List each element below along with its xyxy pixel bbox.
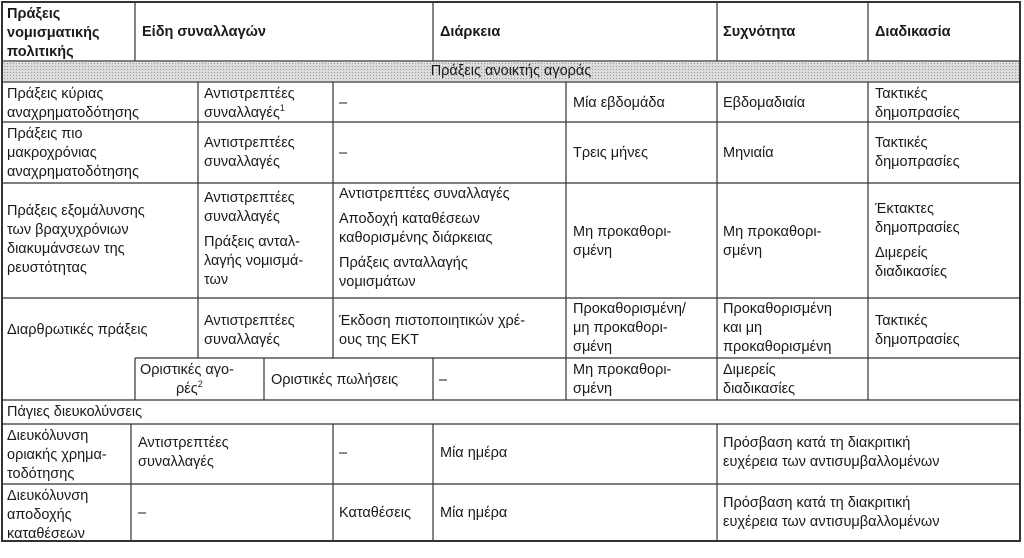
header-procedure: Διαδικασία: [875, 24, 951, 40]
row-mro-duration: Μία εβδομάδα: [573, 95, 665, 111]
row-ltro-provide-l1: Αντιστρεπτέες: [204, 135, 295, 151]
row-structural-absorb: [339, 312, 525, 350]
row-finetuning-duration-l1: Μη προκαθορι-: [573, 224, 672, 240]
row-finetuning-provide-a-l1: Αντιστρεπτέες: [204, 190, 295, 206]
row-finetuning-frequency-l2: σμένη: [723, 243, 763, 259]
row-finetuning-procedure: [875, 200, 960, 282]
row-marginal-access-l1: Πρόσβαση κατά τη διακριτική: [723, 435, 911, 451]
row-deposit-provide: –: [138, 505, 147, 521]
row-mro-procedure-l2: δημοπρασίες: [875, 105, 960, 121]
row-mro-provide: [204, 85, 295, 123]
row-structural-frequency-l1: Προκαθορισμένη: [723, 301, 832, 317]
row-marginal-provide: [138, 434, 229, 472]
row-structural-provide: [204, 312, 295, 350]
row-ltro-procedure-l1: Τακτικές: [875, 135, 928, 151]
row-marginal-name-l2: οριακής χρημα-: [7, 447, 107, 463]
header-policy-l3: πολιτικής: [7, 44, 74, 60]
row-outright-provide-l2-wrap: [140, 380, 234, 399]
row-outright-duration-l2: σμένη: [573, 381, 613, 397]
row-ltro-provide-l2: συναλλαγές: [204, 154, 280, 170]
row-finetuning-absorb-c-l1: Πράξεις ανταλλαγής: [339, 255, 468, 271]
row-structural-duration-l2: μη προκαθορι-: [573, 320, 668, 336]
row-deposit-access-l2: ευχέρεια των αντισυμβαλλομένων: [723, 514, 940, 530]
row-structural-absorb-l2: ους της ΕΚΤ: [339, 332, 420, 348]
row-deposit-name-l3: καταθέσεων: [7, 526, 85, 542]
row-outright-provide: [140, 361, 234, 399]
row-mro-provide-l2-wrap: [204, 104, 295, 123]
row-finetuning-name-l3: διακυμάνσεων της: [7, 241, 125, 257]
row-mro-name-l1: Πράξεις κύριας: [7, 86, 104, 102]
row-finetuning-procedure-b-l1: Διμερείς: [875, 245, 928, 261]
row-mro-provide-l2: συναλλαγές: [204, 105, 280, 121]
row-mro-procedure: [875, 85, 960, 123]
row-structural-frequency-l2: και μη: [723, 320, 763, 336]
row-finetuning-procedure-a-l1: Έκτακτες: [875, 201, 934, 217]
row-ltro-name-l1: Πράξεις πιο: [7, 126, 83, 142]
row-outright-provide-l2: ρές: [176, 381, 198, 397]
row-deposit-name-l2: αποδοχής: [7, 507, 72, 523]
row-outright-frequency: [723, 361, 795, 399]
row-finetuning-name-l2: των βραχυχρόνιων: [7, 222, 129, 238]
row-structural-name: Διαρθρωτικές πράξεις: [7, 322, 148, 338]
row-finetuning-name-l1: Πράξεις εξομάλυνσης: [7, 203, 145, 219]
row-ltro-name-l3: αναχρηματοδότησης: [7, 164, 139, 180]
row-finetuning-provide-a-l2: συναλλαγές: [204, 209, 280, 225]
row-marginal-provide-l2: συναλλαγές: [138, 454, 214, 470]
row-finetuning-frequency: [723, 223, 821, 261]
row-structural-absorb-l1: Έκδοση πιστοποιητικών χρέ-: [339, 313, 526, 329]
row-deposit-access: [723, 494, 939, 532]
header-policy-l1: Πράξεις: [7, 6, 61, 22]
row-marginal-name-l1: Διευκόλυνση: [7, 428, 89, 444]
section-open-market: Πράξεις ανοικτής αγοράς: [430, 63, 592, 79]
section-standing-facilities: Πάγιες διευκολύνσεις: [7, 404, 143, 420]
row-ltro-name-l2: μακροχρόνιας: [7, 145, 97, 161]
row-marginal-duration: Μία ημέρα: [440, 445, 508, 461]
row-deposit-name-l1: Διευκόλυνση: [7, 488, 89, 504]
row-marginal-access: [723, 434, 939, 472]
row-mro-frequency: Εβδομαδιαία: [723, 95, 806, 111]
row-finetuning-procedure-b-l2: διαδικασίες: [875, 264, 948, 280]
row-structural-duration-l3: σμένη: [573, 339, 613, 355]
row-finetuning-absorb-b-l1: Αποδοχή καταθέσεων: [339, 211, 480, 227]
row-outright-dash: –: [439, 372, 448, 388]
row-structural-frequency-l3: προκαθορισμένη: [723, 339, 832, 355]
row-mro-name: [7, 85, 139, 123]
row-finetuning-provide-b-l3: των: [204, 272, 229, 288]
row-structural-frequency: [723, 300, 832, 357]
row-deposit-access-l1: Πρόσβαση κατά τη διακριτική: [723, 495, 911, 511]
row-marginal-access-l2: ευχέρεια των αντισυμβαλλομένων: [723, 454, 940, 470]
row-marginal-name: [7, 427, 107, 484]
row-finetuning-absorb-c-l2: νομισμάτων: [339, 274, 416, 290]
row-outright-absorb: Οριστικές πωλήσεις: [271, 372, 399, 388]
row-finetuning-provide-b-l1: Πράξεις ανταλ-: [204, 234, 300, 250]
row-finetuning-frequency-l1: Μη προκαθορι-: [723, 224, 822, 240]
row-outright-duration: [573, 361, 671, 399]
row-finetuning-provide-b-l2: λαγής νομισμά-: [204, 253, 304, 269]
row-finetuning-name-l4: ρευστότητας: [7, 260, 87, 276]
row-finetuning-procedure-a-l2: δημοπρασίες: [875, 220, 960, 236]
row-marginal-name-l3: τοδότησης: [7, 466, 75, 482]
row-outright-provide-l1: Οριστικές αγο-: [140, 362, 234, 378]
header-transaction-types: Είδη συναλλαγών: [142, 24, 266, 40]
header-duration: Διάρκεια: [440, 24, 501, 40]
row-ltro-absorb: –: [339, 145, 348, 161]
row-outright-frequency-l2: διαδικασίες: [723, 381, 796, 397]
row-deposit-absorb: Καταθέσεις: [339, 505, 411, 521]
row-ltro-provide: [204, 134, 295, 172]
row-structural-procedure: [875, 312, 960, 350]
row-finetuning-absorb: [339, 185, 510, 292]
row-mro-procedure-l1: Τακτικές: [875, 86, 928, 102]
header-frequency: Συχνότητα: [723, 24, 796, 40]
row-mro-name-l2: αναχρηματοδότησης: [7, 105, 139, 121]
row-deposit-name: [7, 487, 88, 544]
row-structural-provide-l2: συναλλαγές: [204, 332, 280, 348]
row-structural-procedure-l1: Τακτικές: [875, 313, 928, 329]
row-mro-provide-l1: Αντιστρεπτέες: [204, 86, 295, 102]
row-deposit-duration: Μία ημέρα: [440, 505, 508, 521]
row-ltro-name: [7, 125, 139, 182]
header-policy: [7, 5, 100, 62]
row-finetuning-absorb-a: Αντιστρεπτέες συναλλαγές: [339, 186, 510, 202]
row-finetuning-provide: [204, 189, 303, 290]
row-outright-duration-l1: Μη προκαθορι-: [573, 362, 672, 378]
row-ltro-procedure: [875, 134, 960, 172]
row-ltro-procedure-l2: δημοπρασίες: [875, 154, 960, 170]
footnote-1-marker: 1: [279, 103, 285, 114]
row-finetuning-duration-l2: σμένη: [573, 243, 613, 259]
row-finetuning-name: [7, 202, 145, 278]
row-outright-frequency-l1: Διμερείς: [723, 362, 776, 378]
row-finetuning-absorb-b-l2: καθορισμένης διάρκειας: [339, 230, 493, 246]
row-marginal-absorb: –: [339, 445, 348, 461]
row-ltro-frequency: Μηνιαία: [723, 145, 774, 161]
row-marginal-provide-l1: Αντιστρεπτέες: [138, 435, 229, 451]
row-mro-absorb: –: [339, 95, 348, 111]
row-structural-provide-l1: Αντιστρεπτέες: [204, 313, 295, 329]
row-structural-duration: [573, 300, 686, 357]
row-structural-duration-l1: Προκαθορισμένη/: [573, 301, 686, 317]
footnote-2-marker: 2: [197, 379, 203, 390]
row-structural-procedure-l2: δημοπρασίες: [875, 332, 960, 348]
row-ltro-duration: Τρεις μήνες: [573, 145, 648, 161]
row-finetuning-duration: [573, 223, 671, 261]
header-policy-l2: νομισματικής: [7, 25, 100, 41]
